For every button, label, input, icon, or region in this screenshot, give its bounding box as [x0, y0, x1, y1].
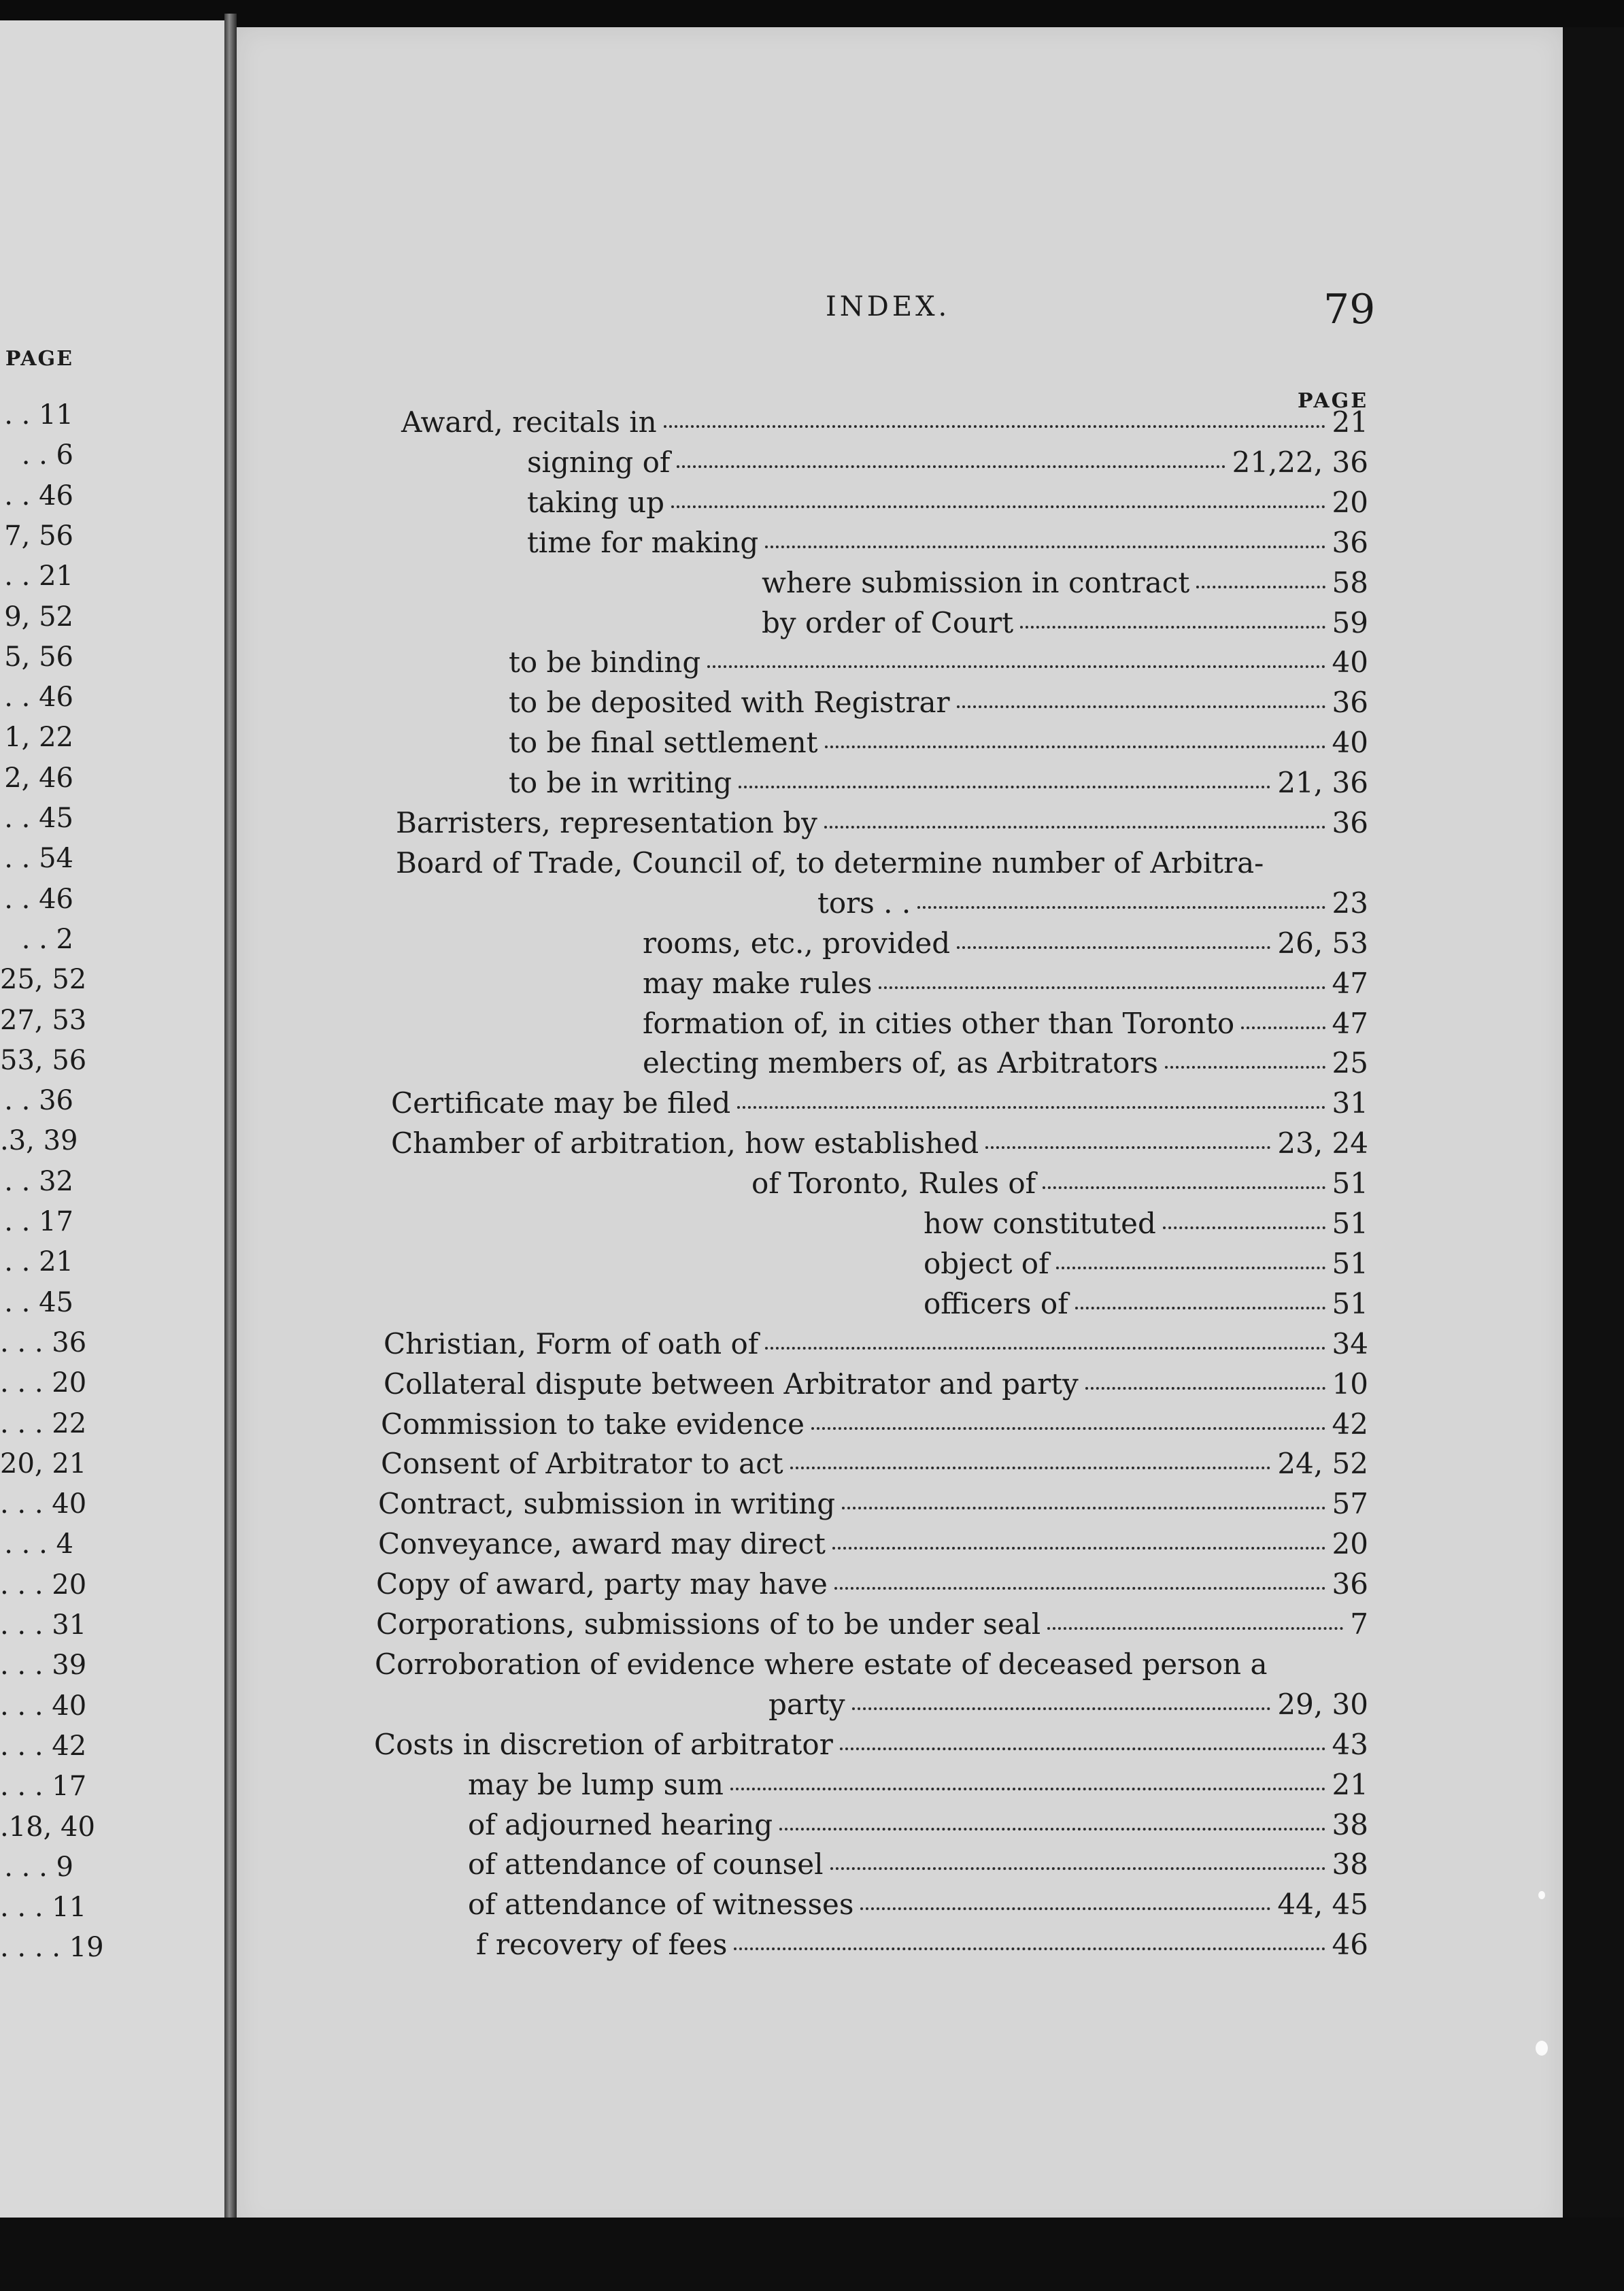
dot-leader: [707, 660, 1325, 668]
index-entry-text: Consent of Arbitrator to act: [381, 1447, 783, 1481]
dot-leader: [1043, 1181, 1325, 1189]
left-page-number: . . . 42: [0, 1730, 87, 1762]
index-entry: [468, 1768, 1368, 1801]
index-entry-text: time for making: [527, 525, 759, 559]
index-entry-text: by order of Court: [762, 605, 1014, 639]
index-entry-pages: 10: [1332, 1367, 1368, 1401]
index-entry: [509, 726, 1368, 758]
index-entry-pages: 46: [1332, 1928, 1368, 1962]
index-entry-pages: 23: [1332, 886, 1368, 920]
index-entry-text: where submission in contract: [762, 565, 1190, 599]
index-entry-text: electing members of, as Arbitrators: [643, 1046, 1158, 1080]
dot-leader: [765, 1341, 1325, 1350]
index-entry-text: Certificate may be filed: [391, 1086, 731, 1120]
index-entry-pages: 59: [1332, 605, 1368, 639]
index-entry-pages: 47: [1332, 1006, 1368, 1040]
dot-leader: [1047, 1622, 1343, 1630]
index-entry-text: signing of: [527, 445, 671, 479]
index-entry: [527, 486, 1368, 518]
index-entry-text: officers of: [924, 1286, 1068, 1320]
index-entry: [376, 1567, 1368, 1600]
page-number: 79: [1323, 286, 1376, 333]
left-page-number: 53, 56: [0, 1044, 87, 1076]
left-page-number: . . . 4: [4, 1528, 73, 1560]
dot-leader: [824, 820, 1325, 829]
index-entry-pages: 21, 36: [1277, 766, 1368, 800]
left-page-number: . . 45: [4, 1286, 73, 1318]
left-page-number: . . . 20: [0, 1367, 87, 1399]
dot-leader: [957, 941, 1270, 949]
index-entry: [924, 1207, 1368, 1239]
index-entry-text: f recovery of fees: [476, 1928, 728, 1962]
index-entry-text: of attendance of witnesses: [468, 1888, 854, 1922]
index-entry-pages: 36: [1332, 525, 1368, 559]
index-entry-text: Award, recitals in: [401, 405, 657, 439]
index-entry-pages: 51: [1332, 1207, 1368, 1240]
index-entry-text: taking up: [527, 485, 665, 519]
left-page-number: . . . 36: [0, 1326, 87, 1358]
index-entry: [374, 1728, 1368, 1760]
scan-top-border: [0, 0, 1624, 27]
scan-speck: [1536, 2041, 1548, 2056]
dot-leader: [730, 1782, 1325, 1790]
index-entry-pages: 51: [1332, 1167, 1368, 1201]
index-entry: [509, 686, 1368, 718]
dot-leader: [860, 1902, 1270, 1910]
left-page-number: .3, 39: [0, 1125, 78, 1157]
dot-leader: [985, 1141, 1270, 1149]
dot-leader: [664, 420, 1325, 428]
dot-leader: [832, 1541, 1325, 1550]
index-entry-text: Collateral dispute between Arbitrator and party: [384, 1367, 1079, 1401]
index-entry-pages: 57: [1332, 1487, 1368, 1521]
index-entry-pages: 23, 24: [1277, 1126, 1368, 1160]
index-entry-text: Barristers, representation by: [396, 806, 817, 839]
left-page-number: . . . 20: [0, 1569, 87, 1601]
index-entry-pages: 38: [1332, 1847, 1368, 1882]
dot-leader: [842, 1501, 1325, 1509]
index-entry: [643, 1046, 1368, 1079]
index-entry: [643, 926, 1368, 959]
left-page-number: . . 21: [4, 561, 73, 592]
index-entry-text: to be final settlement: [509, 726, 818, 760]
left-page-number: 9, 52: [4, 601, 73, 633]
index-entry: [384, 1367, 1368, 1400]
left-page-number: . . 36: [4, 1085, 73, 1117]
index-entry-text: tors . .: [817, 886, 911, 920]
dot-leader: [790, 1461, 1271, 1469]
left-page-number: .18, 40: [0, 1811, 95, 1843]
dot-leader: [825, 740, 1325, 748]
dot-leader: [1196, 580, 1325, 588]
left-page-number: 2, 46: [4, 762, 73, 794]
dot-leader: [957, 700, 1325, 708]
index-entry-pages: 21: [1332, 1767, 1368, 1801]
index-entry-text: Contract, submission in writing: [378, 1487, 836, 1521]
index-entry-pages: 20: [1332, 1527, 1368, 1561]
dot-leader: [677, 460, 1225, 468]
left-page-number: 1, 22: [4, 722, 73, 754]
dot-leader: [834, 1582, 1325, 1590]
left-page-number: . . 11: [4, 399, 73, 431]
index-entry: [381, 1447, 1368, 1479]
dot-leader: [852, 1702, 1271, 1710]
left-page-number: . . . . 19: [0, 1932, 104, 1964]
left-page-column-header: PAGE: [5, 347, 73, 371]
index-entry: [381, 1407, 1368, 1440]
dot-leader: [879, 981, 1325, 989]
dot-leader: [671, 500, 1325, 508]
index-entry-text: of Toronto, Rules of: [751, 1167, 1036, 1201]
dot-leader: [840, 1742, 1325, 1750]
index-entry-pages: 40: [1332, 726, 1368, 760]
index-entry-pages: 51: [1332, 1246, 1368, 1280]
index-entry-pages: 25: [1332, 1046, 1368, 1080]
dot-leader: [917, 901, 1325, 909]
dot-leader: [1085, 1382, 1325, 1390]
index-entry: [476, 1928, 1368, 1960]
dot-leader: [1241, 1021, 1325, 1029]
index-entry: [817, 886, 1368, 919]
index-entry: [468, 1808, 1368, 1841]
left-page-number: . . . 9: [4, 1851, 73, 1883]
index-entry-text: Corroboration of evidence where estate of deceased person a: [375, 1647, 1268, 1681]
left-page-number: . . 46: [4, 883, 73, 915]
dot-leader: [1075, 1301, 1325, 1309]
left-page-number: . . 32: [4, 1165, 73, 1197]
index-entry-text: how constituted: [924, 1207, 1156, 1240]
left-page-number: 7, 56: [4, 520, 73, 552]
page-column-header: PAGE: [1298, 389, 1369, 413]
index-entry: [924, 1247, 1368, 1280]
dot-leader: [779, 1822, 1325, 1830]
left-page-number: . . . 22: [0, 1407, 87, 1439]
index-entry-pages: 21,22, 36: [1232, 445, 1368, 479]
index-entry: [768, 1688, 1368, 1720]
index-entry-text: Costs in discretion of arbitrator: [374, 1727, 833, 1761]
index-entry-text: object of: [924, 1246, 1049, 1280]
left-page-number: . . 45: [4, 803, 73, 834]
left-page-number: . . . 40: [0, 1488, 87, 1520]
left-page-number: . . 6: [21, 439, 73, 471]
left-page-number: 5, 56: [4, 641, 73, 673]
index-entry-pages: 29, 30: [1277, 1687, 1368, 1721]
dot-leader: [1056, 1261, 1325, 1269]
scan-speck: [1538, 1891, 1545, 1899]
left-page-number: . . . 40: [0, 1690, 87, 1722]
index-entry-pages: 7: [1350, 1607, 1368, 1641]
left-page-number: . . 54: [4, 843, 73, 875]
index-entry-text: to be binding: [509, 646, 701, 680]
left-page-number: . . 21: [4, 1246, 73, 1278]
scan-bottom-border: [0, 2218, 1624, 2291]
index-entry: [643, 1007, 1368, 1039]
left-page-number: . . 46: [4, 682, 73, 714]
index-entry-text: Board of Trade, Council of, to determine number of Arbitra-: [396, 846, 1264, 880]
dot-leader: [739, 780, 1270, 788]
dot-leader: [830, 1862, 1325, 1870]
index-entry-pages: 42: [1332, 1407, 1368, 1441]
index-entry-pages: 44, 45: [1277, 1888, 1368, 1922]
index-entry-pages: 58: [1332, 565, 1368, 599]
index-entry-pages: 36: [1332, 806, 1368, 839]
dot-leader: [737, 1101, 1325, 1109]
index-entry: [509, 646, 1368, 678]
index-entry: [376, 1607, 1368, 1640]
left-page: [0, 20, 231, 2218]
index-entry: [762, 606, 1368, 639]
index-entry: [378, 1527, 1368, 1560]
index-entry: [391, 1086, 1368, 1119]
index-entry-pages: 24, 52: [1277, 1447, 1368, 1481]
index-entry-pages: 40: [1332, 646, 1368, 680]
dot-leader: [1020, 620, 1325, 629]
left-page-number: . . . 31: [0, 1609, 87, 1641]
index-entry: [468, 1847, 1368, 1880]
index-entry-text: of attendance of counsel: [468, 1847, 824, 1882]
index-entry-pages: 34: [1332, 1326, 1368, 1360]
dot-leader: [1165, 1060, 1325, 1069]
index-entry-text: Corporations, submissions of to be under seal: [376, 1607, 1041, 1641]
dot-leader: [734, 1942, 1325, 1950]
index-entry-pages: 38: [1332, 1807, 1368, 1841]
index-entry-text: Conveyance, award may direct: [378, 1527, 826, 1561]
index-entry-text: party: [768, 1687, 845, 1721]
index-entry-text: may make rules: [643, 966, 873, 1000]
index-entry-pages: 36: [1332, 1567, 1368, 1601]
left-page-number: 20, 21: [0, 1448, 87, 1479]
index-entry-text: Christian, Form of oath of: [384, 1326, 759, 1360]
index-entry: [384, 1327, 1368, 1360]
left-page-number: . . . 11: [0, 1892, 87, 1924]
index-entry-text: to be in writing: [509, 766, 732, 800]
index-entry-text: Copy of award, party may have: [376, 1567, 828, 1601]
page-title: INDEX.: [826, 291, 951, 322]
index-entry: [527, 526, 1368, 558]
index-entry: [762, 566, 1368, 599]
scan-right-border: [1563, 27, 1624, 2291]
index-entry: [924, 1287, 1368, 1320]
index-entry-pages: 26, 53: [1277, 926, 1368, 960]
index-entry-pages: 21: [1332, 405, 1368, 439]
index-entry-pages: 20: [1332, 485, 1368, 519]
index-entry: [468, 1888, 1368, 1920]
left-page-number: . . . 39: [0, 1650, 87, 1682]
index-entry: [401, 405, 1368, 438]
index-entry-text: to be deposited with Registrar: [509, 686, 950, 720]
index-entry: [751, 1167, 1368, 1199]
index-entry: [509, 766, 1368, 799]
index-entry-text: rooms, etc., provided: [643, 926, 951, 960]
left-page-number: 25, 52: [0, 964, 87, 996]
dot-leader: [811, 1422, 1325, 1430]
dot-leader: [765, 540, 1325, 548]
dot-leader: [1163, 1221, 1325, 1229]
index-entry-text: of adjourned hearing: [468, 1807, 773, 1841]
left-page-number: 27, 53: [0, 1004, 87, 1036]
index-entry-text: formation of, in cities other than Toronto: [643, 1006, 1235, 1040]
index-entry: [527, 446, 1368, 478]
left-page-number: . . 2: [21, 923, 73, 955]
index-entry-pages: 36: [1332, 686, 1368, 720]
index-entry-text: Chamber of arbitration, how established: [391, 1126, 979, 1160]
index-entry: [378, 1487, 1368, 1520]
index-entry: [396, 806, 1368, 839]
index-entry-pages: 43: [1332, 1727, 1368, 1761]
index-entry-pages: 47: [1332, 966, 1368, 1000]
index-entry: [391, 1126, 1368, 1159]
index-entry-pages: 51: [1332, 1286, 1368, 1320]
left-page-number: . . 46: [4, 480, 73, 512]
book-gutter: [224, 14, 237, 2231]
index-entry: [643, 967, 1368, 999]
index-entry-text: may be lump sum: [468, 1767, 724, 1801]
index-entry-text: Commission to take evidence: [381, 1407, 805, 1441]
index-entry-pages: 31: [1332, 1086, 1368, 1120]
left-page-number: . . . 17: [0, 1771, 87, 1803]
left-page-number: . . 17: [4, 1206, 73, 1237]
